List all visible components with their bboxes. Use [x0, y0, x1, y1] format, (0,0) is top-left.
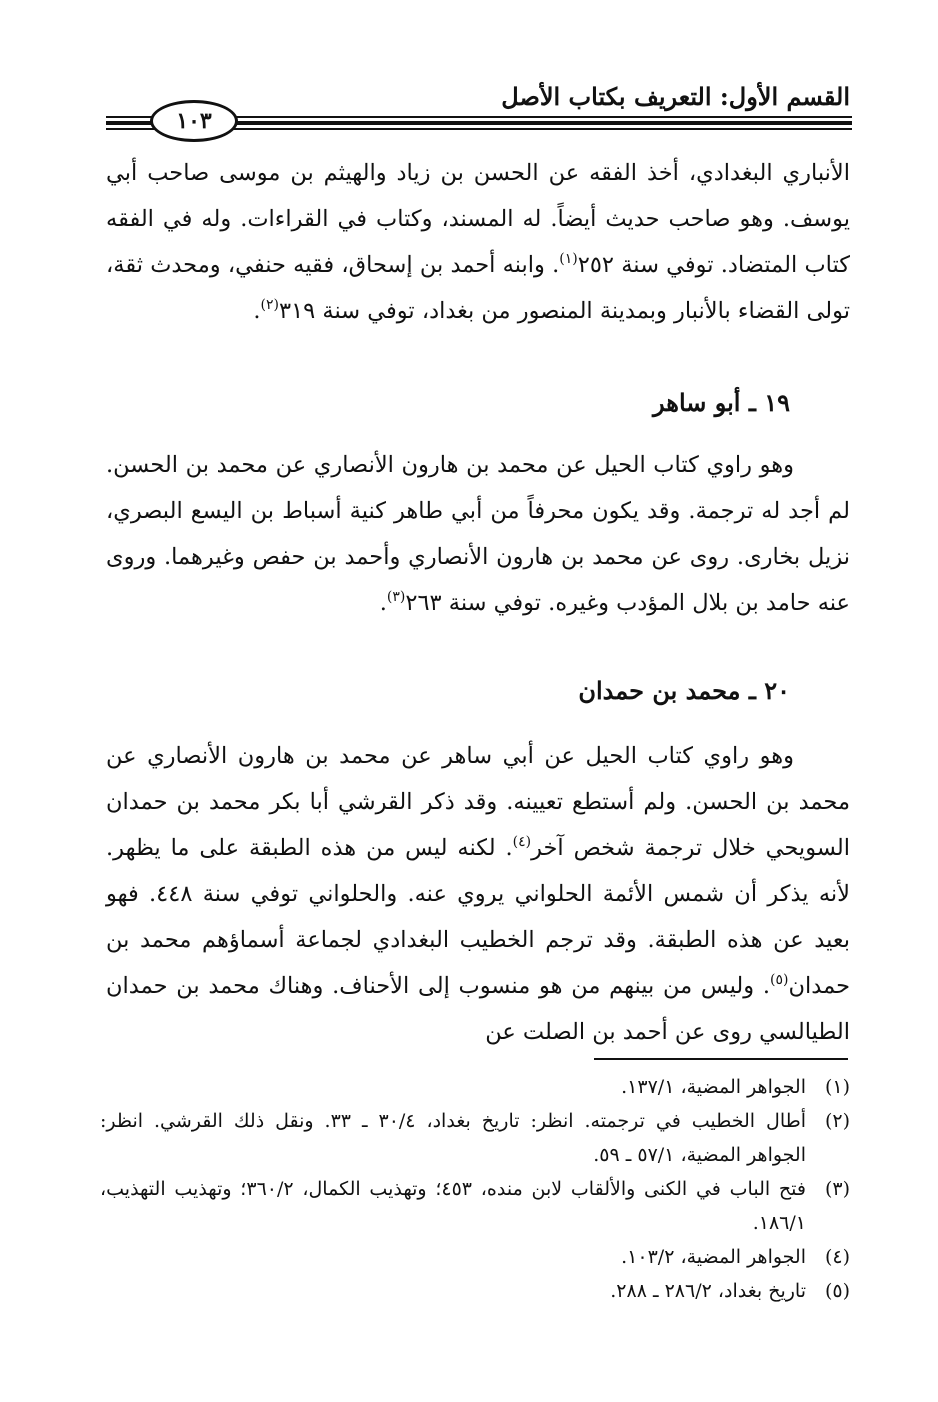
footnote-number: (٣)	[824, 1178, 850, 1200]
footnote-separator	[594, 1058, 848, 1060]
section-heading-19: ١٩ ـ أبو ساهر	[653, 388, 790, 417]
section-20-text	[106, 733, 850, 1055]
section-19-text-body: وهو راوي كتاب الحيل عن محمد بن هارون الأنصاري عن محمد بن الحسن. لم أجد له ترجمة. وقد يكون محرفاً من أبي طاهر كنية أسباط بن اليسع البصري، نزيل بخارى. روى عن محمد بن هارون الأنصاري وأحمد بن حفص وغيرهما. وروى عنه حامد بن بلال المؤدب وغيره. توفي سنة ٢٦٣	[106, 452, 850, 616]
footnote-text: الجواهر المضية، ١٠٣/٢.	[621, 1246, 806, 1268]
footnote-item	[100, 1104, 850, 1172]
running-header-title: القسم الأول: التعريف بكتاب الأصل	[501, 82, 850, 111]
intro-paragraph	[106, 150, 850, 334]
footnote-ref-3: (٣)	[386, 589, 406, 605]
intro-text-part1: الأنباري البغدادي، أخذ الفقه عن الحسن بن زياد والهيثم بن موسى صاحب أبي يوسف. وهو صاحب حديث أيضاً. له المسند، وكتاب في القراءات. وله في الفقه كتاب المتضاد. توفي سنة ٢٥٢	[106, 160, 850, 278]
footnote-text: الجواهر المضية، ١٣٧/١.	[621, 1076, 806, 1098]
footnote-ref-5: (٥)	[770, 972, 789, 988]
footnote-number: (١)	[824, 1076, 850, 1098]
footnote-text: أطال الخطيب في ترجمته. انظر: تاريخ بغداد، ٣٠/٤ ـ ٣٣. ونقل ذلك القرشي. انظر: الجواهر المضية، ٥٧/١ ـ ٥٩.	[100, 1110, 807, 1166]
footnote-item	[100, 1070, 850, 1104]
section-heading-20: ٢٠ ـ محمد بن حمدان	[578, 676, 790, 705]
section-19-paragraph	[106, 442, 850, 626]
footnote-ref-4: (٤)	[512, 834, 532, 850]
section-20-paragraph	[106, 733, 850, 1055]
footnote-text: تاريخ بغداد، ٢٨٦/٢ ـ ٢٨٨.	[610, 1280, 806, 1302]
footnote-number: (٥)	[824, 1280, 850, 1302]
footnote-item	[100, 1240, 850, 1274]
footnote-number: (٤)	[824, 1246, 850, 1268]
footnotes	[100, 1070, 850, 1308]
section-20-text-part3: . وليس من بينهم من هو منسوب إلى الأحناف. وهناك محمد بن حمدان الطيالسي روى عن أحمد بن الصلت عن	[106, 973, 850, 1045]
intro-text-part2: . وابنه أحمد بن إسحاق، فقيه حنفي، ومحدث ثقة، تولى القضاء بالأنبار وبمدينة المنصور من بغداد، توفي سنة ٣١٩	[106, 252, 850, 324]
page-number-oval: ١٠٣	[150, 100, 238, 142]
footnote-item	[100, 1274, 850, 1308]
footnote-number: (٢)	[824, 1110, 850, 1132]
section-19-text	[106, 442, 850, 626]
intro-text	[106, 150, 850, 334]
footnote-ref-2: (٢)	[260, 297, 279, 313]
intro-text-end: .	[253, 298, 261, 324]
footnote-item	[100, 1172, 850, 1240]
section-19-text-end: .	[379, 590, 387, 616]
footnote-ref-1: (١)	[559, 251, 578, 267]
section-20-text-part1: وهو راوي كتاب الحيل عن أبي ساهر عن محمد بن هارون الأنصاري عن محمد بن الحسن. ولم أستطع تعيينه. وقد ذكر القرشي أبا بكر محمد بن حمدان السويحي خلال ترجمة شخص آخر	[106, 743, 850, 861]
footnote-text: فتح الباب في الكنى والألقاب لابن منده، ٤٥٣؛ وتهذيب الكمال، ٣٦٠/٢؛ وتهذيب التهذيب، ١٨٦/١.	[100, 1178, 807, 1234]
section-20-text-part2: . لكنه ليس من هذه الطبقة على ما يظهر. لأنه يذكر أن شمس الأئمة الحلواني يروي عنه. والحلواني توفي سنة ٤٤٨. فهو بعيد عن هذه الطبقة. وقد ترجم الخطيب البغدادي لجماعة أسماؤهم محمد بن حمدان	[106, 835, 850, 999]
